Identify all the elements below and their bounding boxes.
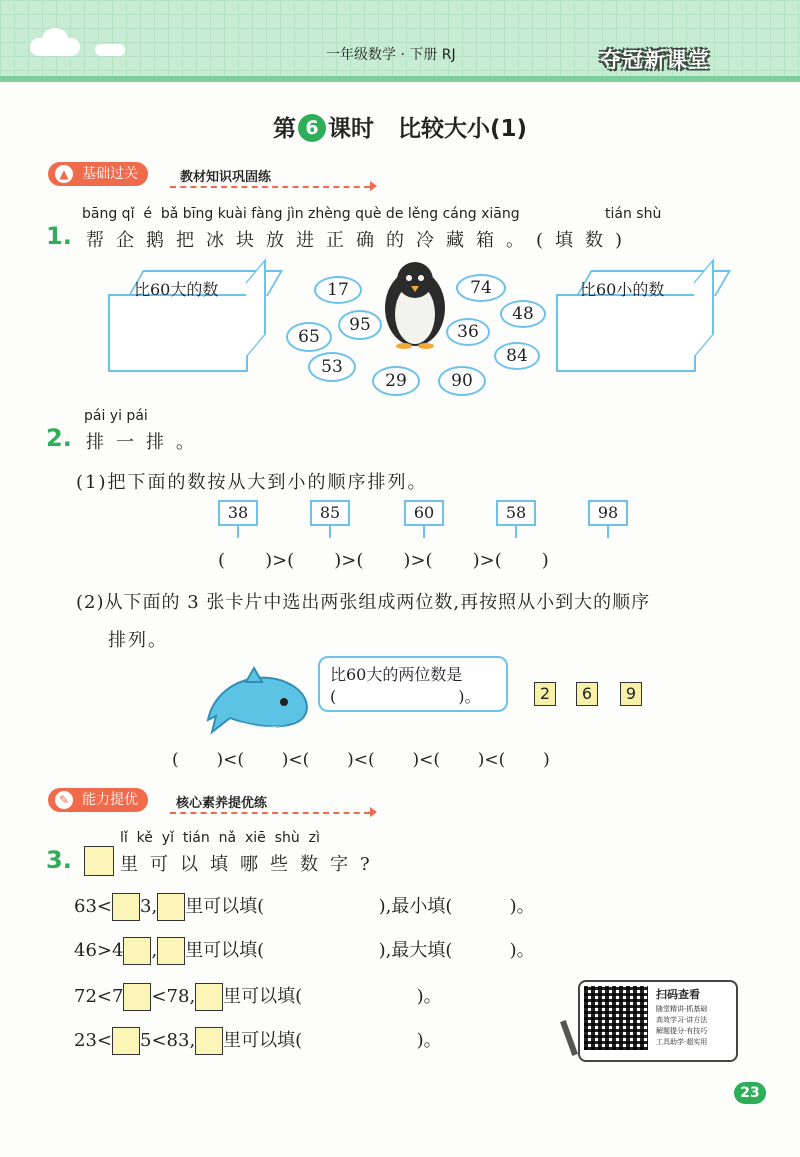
ice-number[interactable]: 90 [438, 366, 486, 396]
lesson-prefix: 第 [272, 116, 296, 142]
lesson-suffix: 课时 [327, 116, 374, 142]
digit-card: 6 [576, 682, 598, 706]
brand-logo: 夺冠新课堂 [600, 48, 710, 72]
answer-blanks[interactable]: 里可以填( )。 [223, 986, 442, 1007]
answer-order-asc[interactable]: ( )<( )<( )<( )<( )<( ) [172, 750, 550, 770]
q2-part2-line2: 排列。 [108, 630, 168, 651]
number-sign: 60 [404, 500, 444, 526]
answer-order-desc[interactable]: ( )>( )>( )>( )>( ) [218, 550, 549, 571]
answer-blanks[interactable]: 里可以填( ),最大填( )。 [185, 940, 535, 961]
q3-pinyin: lǐ kě yǐ tián nǎ xiē shù zì [120, 830, 320, 846]
speech-text: 比60大的两位数是 [330, 665, 463, 684]
expr: 46>4 [74, 940, 124, 961]
number-sign: 58 [496, 500, 536, 526]
cloud-icon [42, 28, 68, 50]
pencil-icon: ✎ [55, 791, 73, 809]
ice-number[interactable]: 65 [286, 322, 332, 352]
blank-box-icon [195, 983, 223, 1011]
ice-number[interactable]: 17 [314, 276, 362, 304]
box-right-label: 比60小的数 [580, 280, 665, 299]
lesson-title [0, 110, 800, 143]
expr: 3, [140, 896, 158, 917]
sign-post [329, 526, 331, 538]
section-badge-label: 基础过关 [82, 166, 138, 182]
answer-box[interactable] [112, 893, 140, 921]
blank-box-icon [157, 893, 185, 921]
q2-part1: (1)把下面的数按从大到小的顺序排列。 [76, 472, 428, 493]
q3-text: 里可以填哪些数字? [120, 854, 382, 875]
section-divider [170, 812, 370, 814]
q2-text: 排一排。 [86, 432, 206, 453]
penguin-icon [380, 258, 450, 350]
mountain-icon: ▲ [55, 165, 73, 183]
dolphin-icon [196, 660, 316, 738]
page-number: 23 [734, 1082, 766, 1104]
digit-card: 2 [534, 682, 556, 706]
qr-item: 高效学习·讲方法 [656, 1016, 708, 1024]
sign-post [607, 526, 609, 538]
freezer-box-left[interactable] [108, 294, 248, 372]
answer-box[interactable] [123, 983, 151, 1011]
freezer-box-right[interactable] [556, 294, 696, 372]
q2-number: 2. [46, 424, 72, 452]
qr-code-icon [584, 986, 648, 1050]
ice-number[interactable]: 53 [308, 352, 356, 382]
blank-box-icon [84, 846, 114, 876]
expr: 72<7 [74, 986, 124, 1007]
header-divider [0, 76, 800, 82]
section-subtitle: 教材知识巩固练 [180, 170, 272, 185]
answer-blanks[interactable]: 里可以填( ),最小填( )。 [185, 896, 535, 917]
section-badge-basic [48, 162, 148, 186]
blank-box-icon [195, 1027, 223, 1055]
arrow-icon [370, 181, 377, 191]
answer-blanks[interactable]: 里可以填( )。 [223, 1030, 442, 1051]
q1-pinyin: bāng qǐ é bǎ bīng kuài fàng jìn zhèng què de lěng cáng xiāng [82, 206, 520, 222]
ice-number[interactable]: 84 [494, 342, 540, 370]
q1-text: 帮企鹅把冰块放进正确的冷藏箱。(填数) [86, 230, 635, 251]
q1-pinyin-2: tián shù [605, 206, 662, 222]
answer-box[interactable] [112, 1027, 140, 1055]
pencil-icon [560, 1020, 578, 1056]
ice-number[interactable]: 36 [446, 318, 490, 346]
qr-items [656, 1004, 707, 1048]
ice-number[interactable]: 74 [456, 274, 506, 302]
number-sign: 38 [218, 500, 258, 526]
qr-title: 扫码查看 [656, 988, 700, 1001]
digit-card: 9 [620, 682, 642, 706]
blank-box-icon [157, 937, 185, 965]
ice-number[interactable]: 48 [500, 300, 546, 328]
qr-item: 随堂精讲·抓基础 [656, 1005, 708, 1013]
qr-item: 解题提分·有技巧 [656, 1027, 708, 1035]
arrow-icon [370, 807, 377, 817]
qr-item: 工具助学·超实用 [656, 1038, 708, 1046]
book-info: 一年级数学 · 下册 RJ [326, 47, 456, 63]
cloud-icon [95, 44, 125, 56]
section-divider [170, 186, 370, 188]
box-left-label: 比60大的数 [134, 280, 219, 299]
q3-line2 [74, 936, 535, 965]
q2-part2-line1: (2)从下面的 3 张卡片中选出两张组成两位数,再按照从小到大的顺序 [76, 592, 651, 613]
expr: 23< [74, 1030, 112, 1051]
q3-line3 [74, 982, 442, 1011]
q3-line1 [74, 892, 535, 921]
expr: 63< [74, 896, 112, 917]
sign-post [515, 526, 517, 538]
ice-number[interactable]: 95 [338, 310, 382, 340]
expr: 5<83, [140, 1030, 196, 1051]
q1-number: 1. [46, 222, 72, 250]
q3-line4 [74, 1026, 442, 1055]
ice-number[interactable]: 29 [372, 366, 420, 396]
answer-box[interactable] [123, 937, 151, 965]
number-sign: 85 [310, 500, 350, 526]
lesson-name: 比较大小(1) [398, 116, 528, 142]
q3-number: 3. [46, 846, 72, 874]
sign-post [237, 526, 239, 538]
section-badge-advanced [48, 788, 148, 812]
section-subtitle: 核心素养提优练 [176, 796, 268, 811]
expr: <78, [151, 986, 196, 1007]
sign-post [423, 526, 425, 538]
expr: , [151, 940, 158, 961]
lesson-number-badge: 6 [298, 114, 326, 142]
speech-answer[interactable]: ( )。 [330, 687, 481, 706]
q2-pinyin: pái yi pái [84, 408, 148, 424]
section-badge-label: 能力提优 [82, 792, 138, 808]
number-sign: 98 [588, 500, 628, 526]
